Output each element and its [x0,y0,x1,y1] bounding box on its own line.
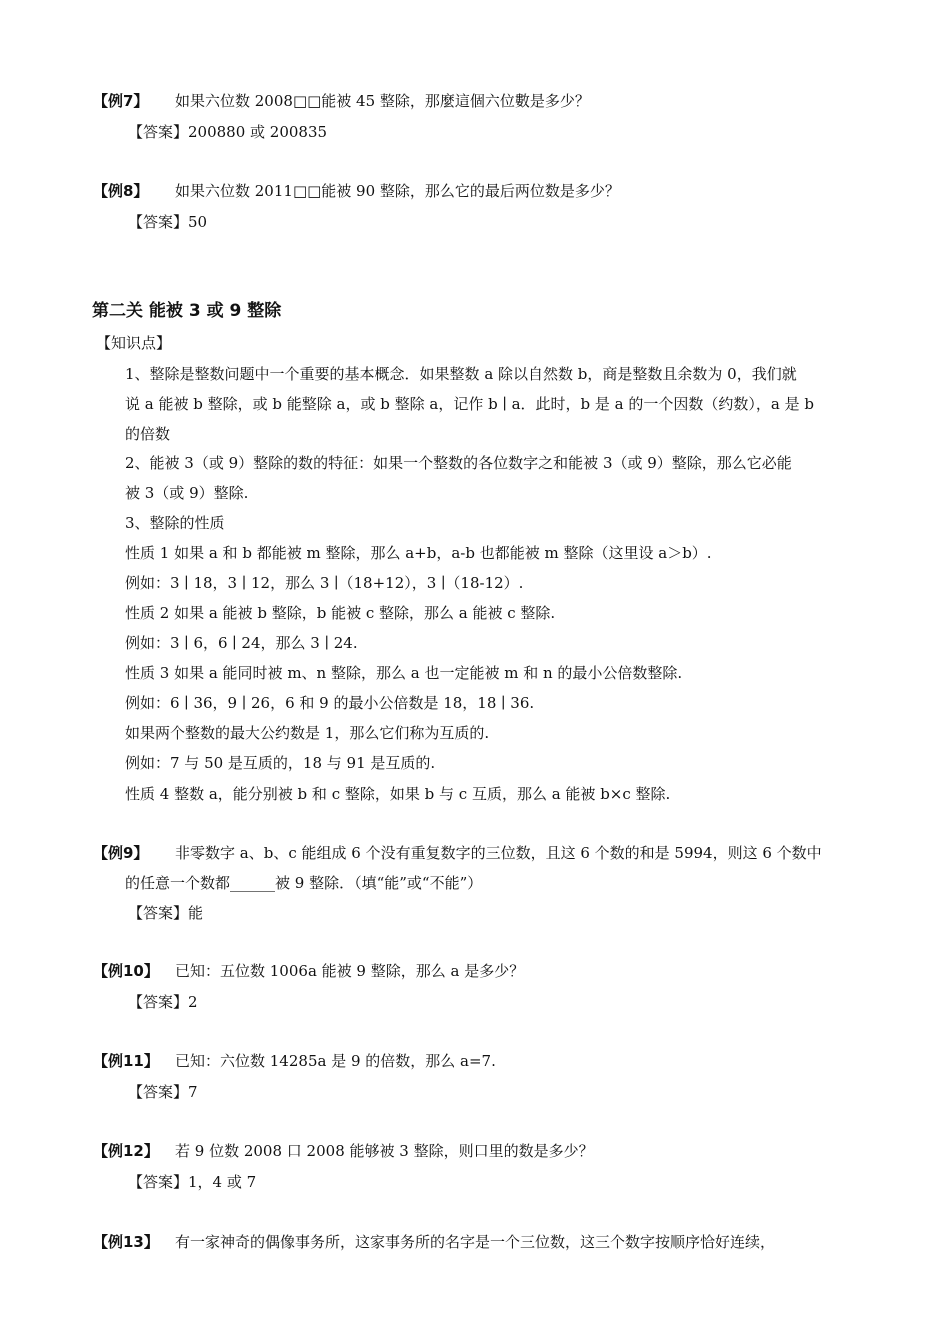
kp-line: 例如：7 与 50 是互质的，18 与 91 是互质的. [125,754,436,772]
example-answer: 【答案】1，4 或 7 [128,1173,257,1191]
kp-line: 如果两个整数的最大公约数是 1，那么它们称为互质的. [125,724,490,742]
example-question: 如果六位数 2011□□能被 90 整除，那么它的最后两位数是多少？ [175,182,620,200]
example-question-cont: 的任意一个数都______被 9 整除．（填“能”或“不能”） [125,874,483,892]
kp-line: 说 a 能被 b 整除，或 b 能整除 a，或 b 整除 a，记作 b ∣ a．此时，b 是 a 的一个因数（约数），a 是 b [125,395,814,413]
kp-line: 3、整除的性质 [125,514,225,532]
example-question: 有一家神奇的偶像事务所，这家事务所的名字是一个三位数，这三个数字按顺序恰好连续， [175,1233,776,1251]
example-answer: 【答案】能 [128,904,204,922]
example-question: 非零数字 a、b、c 能组成 6 个没有重复数字的三位数，且这 6 个数的和是 5994，则这 6 个数中 [175,844,822,862]
example-tag: 【例10】 [93,962,159,980]
example-question: 若 9 位数 2008 口 2008 能够被 3 整除，则口里的数是多少？ [175,1142,594,1160]
kp-line: 2、能被 3（或 9）整除的数的特征：如果一个整数的各位数字之和能被 3（或 9）整除，那么它必能 [125,454,792,472]
section-title: 第二关 能被 3 或 9 整除 [92,301,282,321]
example-7 [93,91,148,111]
example-tag: 【例7】 [93,92,149,110]
example-9 [93,843,148,863]
knowledge-label: 【知识点】 [96,334,172,352]
example-question: 如果六位数 2008□□能被 45 整除，那麼這個六位數是多少？ [175,92,590,110]
kp-line: 例如：6 ∣ 36，9 ∣ 26，6 和 9 的最小公倍数是 18，18 ∣ 36. [125,694,535,712]
example-answer: 【答案】2 [128,993,198,1011]
example-10 [93,961,159,981]
example-tag: 【例12】 [93,1142,159,1160]
example-answer: 【答案】7 [128,1083,198,1101]
example-tag: 【例11】 [93,1052,159,1070]
example-question: 已知：六位数 14285a 是 9 的倍数，那么 a=7. [175,1052,496,1070]
example-question: 已知：五位数 1006a 能被 9 整除，那么 a 是多少？ [175,962,525,980]
example-tag: 【例9】 [93,844,149,862]
kp-line: 1、整除是整数问题中一个重要的基本概念．如果整数 a 除以自然数 b，商是整数且余数为 0，我们就 [125,365,797,383]
kp-line: 性质 3 如果 a 能同时被 m、n 整除，那么 a 也一定能被 m 和 n 的最小公倍数整除. [125,664,683,682]
kp-line: 性质 4 整数 a，能分别被 b 和 c 整除，如果 b 与 c 互质，那么 a 能被 b×c 整除. [125,785,671,803]
example-11 [93,1051,159,1071]
example-tag: 【例13】 [93,1233,159,1251]
kp-line: 性质 2 如果 a 能被 b 整除，b 能被 c 整除，那么 a 能被 c 整除. [125,604,556,622]
kp-line: 性质 1 如果 a 和 b 都能被 m 整除，那么 a+b，a-b 也都能被 m 整除（这里设 a＞b）. [125,544,712,562]
example-answer: 【答案】50 [128,213,208,231]
example-13 [93,1232,159,1252]
kp-line: 的倍数 [125,425,171,443]
example-answer: 【答案】200880 或 200835 [128,123,328,141]
kp-line: 例如：3 ∣ 6，6 ∣ 24，那么 3 ∣ 24. [125,634,358,652]
example-tag: 【例8】 [93,182,149,200]
kp-line: 例如：3 ∣ 18，3 ∣ 12，那么 3 ∣（18+12），3 ∣（18-12）. [125,574,524,592]
example-12 [93,1141,159,1161]
kp-line: 被 3（或 9）整除. [125,484,249,502]
example-8 [93,181,148,201]
